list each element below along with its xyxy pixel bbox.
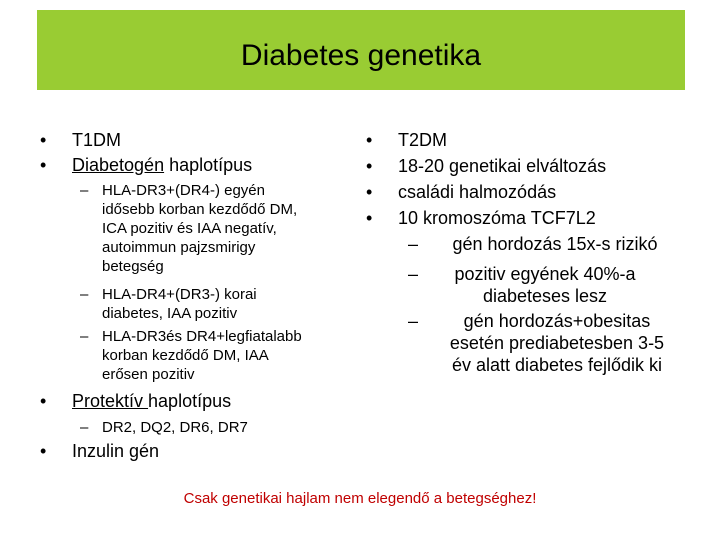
dash: – — [80, 419, 89, 436]
term-rest: haplotípus — [148, 391, 232, 411]
line: idősebb korban kezdődő DM, — [102, 201, 298, 218]
underlined-term: Diabetogén — [72, 155, 165, 175]
line: esetén prediabetesben 3-5 — [449, 333, 665, 353]
underlined-term: Protektív — [72, 391, 149, 411]
line: ICA pozitiv és IAA negatív, — [102, 220, 277, 237]
sub-text — [102, 327, 302, 384]
dash: – — [408, 311, 419, 331]
sub-text: DR2, DQ2, DR6, DR7 — [102, 419, 248, 436]
bullet-dot: • — [40, 130, 47, 150]
bullet-text: T2DM — [398, 130, 447, 150]
line: autoimmun pajzsmirigy — [102, 239, 256, 256]
bullet-text — [72, 154, 252, 176]
footer-note: Csak genetikai hajlam nem elegendő a betegséghez! — [183, 490, 537, 507]
slide-title: Diabetes genetika — [240, 39, 482, 72]
line: HLA-DR4+(DR3-) korai — [102, 286, 257, 303]
line: gén hordozás+obesitas — [463, 311, 651, 331]
bullet-dot: • — [40, 391, 47, 411]
dash: – — [408, 234, 419, 254]
bullet-dot: • — [366, 156, 373, 176]
title-bar — [37, 10, 685, 90]
dash: – — [80, 286, 89, 303]
line: pozitiv egyének 40%-a — [454, 264, 636, 284]
bullet-dot: • — [366, 208, 373, 228]
term-rest: haplotípus — [164, 155, 253, 175]
bullet-dot: • — [40, 441, 47, 461]
sub-text — [430, 310, 684, 376]
line: erősen pozitiv — [102, 366, 195, 383]
sub-text — [102, 285, 257, 323]
line: HLA-DR3és DR4+legfiatalabb — [102, 328, 302, 345]
bullet-text: Inzulin gén — [72, 441, 160, 461]
sub-text: gén hordozás 15x-s rizikó — [452, 234, 658, 254]
bullet-text: családi halmozódás — [398, 182, 557, 202]
line: diabeteses lesz — [482, 286, 608, 306]
dash: – — [408, 264, 419, 284]
bullet-text: T1DM — [72, 130, 121, 150]
bullet-dot: • — [366, 130, 373, 150]
bullet-dot: • — [40, 155, 47, 175]
line: korban kezdődő DM, IAA — [102, 347, 269, 364]
sub-text — [102, 181, 297, 276]
line: HLA-DR3+(DR4-) egyén — [102, 182, 265, 199]
bullet-text: 10 kromoszóma TCF7L2 — [398, 208, 596, 228]
line: betegség — [102, 258, 164, 275]
sub-text — [430, 263, 660, 307]
bullet-text: 18-20 genetikai elváltozás — [398, 156, 607, 176]
dash: – — [80, 328, 89, 345]
line: év alatt diabetes fejlődik ki — [451, 355, 663, 375]
line: diabetes, IAA pozitiv — [102, 305, 238, 322]
dash: – — [80, 182, 89, 199]
bullet-text — [72, 390, 231, 412]
bullet-dot: • — [366, 182, 373, 202]
